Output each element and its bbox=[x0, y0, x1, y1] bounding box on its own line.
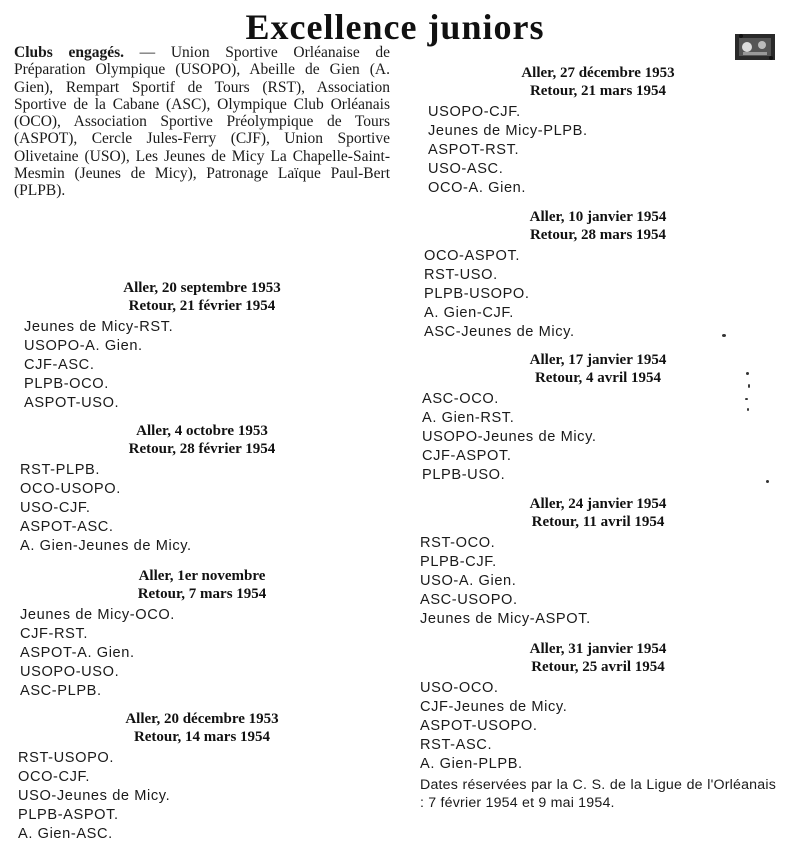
match-item: RST-ASC. bbox=[420, 737, 493, 753]
match-item: PLPB-USOPO. bbox=[424, 286, 530, 302]
match-item: USOPO-CJF. bbox=[428, 104, 521, 120]
match-item: RST-OCO. bbox=[420, 535, 496, 551]
scan-speck bbox=[722, 334, 726, 337]
round-aller-date: Aller, 24 janvier 1954 bbox=[529, 496, 667, 512]
round-retour-date: Retour, 4 avril 1954 bbox=[534, 370, 662, 386]
round-6 bbox=[420, 208, 776, 342]
match-item: USO-CJF. bbox=[20, 500, 91, 516]
scan-speck bbox=[746, 372, 749, 375]
match-item: Jeunes de Micy-ASPOT. bbox=[420, 611, 591, 627]
match-item: ASPOT-USO. bbox=[24, 395, 120, 411]
match-item: USO-OCO. bbox=[420, 680, 499, 696]
scan-speck bbox=[766, 480, 769, 483]
match-item: CJF-ASC. bbox=[24, 357, 95, 373]
match-item: Jeunes de Micy-PLPB. bbox=[428, 123, 588, 139]
match-item: Jeunes de Micy-OCO. bbox=[20, 607, 175, 623]
match-item: Jeunes de Micy-RST. bbox=[24, 319, 174, 335]
round-retour-date: Retour, 21 mars 1954 bbox=[529, 83, 667, 99]
round-aller-date: Aller, 27 décembre 1953 bbox=[521, 65, 675, 81]
match-item: A. Gien-PLPB. bbox=[420, 756, 523, 772]
round-retour-date: Retour, 14 mars 1954 bbox=[133, 729, 271, 745]
match-item: PLPB-OCO. bbox=[24, 376, 109, 392]
match-item: A. Gien-ASC. bbox=[18, 826, 113, 842]
match-item: RST-USOPO. bbox=[18, 750, 115, 766]
clubs-intro-text: — Union Sportive Orléanaise de Préparation Olympique (USOPO), Abeille de Gien (A. Gien), Rempart Sportif de Tours (RST), Association Sportive de la Cabane (ASC), Olympique Club Orléanais (OCO), Association Sportive Préolympique de Tours (ASPOT), Cercle Jules-Ferry (CJF), Union Sportive Olivetaine (USO), Les Jeunes de Micy La Chapelle-Saint-Mesmin (Jeunes de Micy), Patronage Laïque Paul-Bert (PLPB). bbox=[14, 44, 390, 200]
round-5 bbox=[420, 64, 776, 198]
match-item: ASC-OCO. bbox=[422, 391, 499, 407]
round-retour-date: Retour, 28 mars 1954 bbox=[529, 227, 667, 243]
match-item: OCO-A. Gien. bbox=[428, 180, 527, 196]
round-aller-date: Aller, 20 décembre 1953 bbox=[125, 711, 279, 727]
clubs-intro-paragraph bbox=[14, 44, 390, 200]
round-1 bbox=[14, 279, 390, 413]
match-item: RST-USO. bbox=[424, 267, 498, 283]
match-item: OCO-ASPOT. bbox=[424, 248, 521, 264]
reserved-dates-note: Dates réservées par la C. S. de la Ligue de l'Orléanais : 7 février 1954 et 9 mai 1954. bbox=[420, 777, 776, 811]
match-item: ASC-Jeunes de Micy. bbox=[424, 324, 575, 340]
round-9 bbox=[420, 640, 776, 774]
round-aller-date: Aller, 10 janvier 1954 bbox=[529, 209, 667, 225]
ornament-emblem-icon bbox=[733, 30, 777, 64]
match-item: USOPO-Jeunes de Micy. bbox=[422, 429, 597, 445]
match-item: CJF-Jeunes de Micy. bbox=[420, 699, 568, 715]
round-retour-date: Retour, 21 février 1954 bbox=[128, 298, 276, 314]
match-item: ASC-PLPB. bbox=[20, 683, 102, 699]
round-aller-date: Aller, 17 janvier 1954 bbox=[529, 352, 667, 368]
match-item: PLPB-CJF. bbox=[420, 554, 497, 570]
round-8 bbox=[420, 495, 776, 629]
match-item: OCO-CJF. bbox=[18, 769, 91, 785]
match-item: PLPB-USO. bbox=[422, 467, 506, 483]
round-aller-date: Aller, 4 octobre 1953 bbox=[136, 423, 268, 439]
match-item: USO-A. Gien. bbox=[420, 573, 517, 589]
match-item: ASPOT-ASC. bbox=[20, 519, 114, 535]
round-2 bbox=[14, 422, 390, 556]
match-item: USO-Jeunes de Micy. bbox=[18, 788, 171, 804]
match-item: A. Gien-CJF. bbox=[424, 305, 514, 321]
match-item: ASPOT-USOPO. bbox=[420, 718, 538, 734]
round-7 bbox=[420, 351, 776, 485]
scan-speck bbox=[745, 398, 748, 400]
round-retour-date: Retour, 28 février 1954 bbox=[128, 441, 276, 457]
match-item: RST-PLPB. bbox=[20, 462, 101, 478]
scan-speck bbox=[747, 408, 749, 411]
round-aller-date: Aller, 20 septembre 1953 bbox=[123, 280, 281, 296]
round-aller-date: Aller, 1er novembre bbox=[138, 568, 266, 584]
match-item: ASC-USOPO. bbox=[420, 592, 518, 608]
match-item: OCO-USOPO. bbox=[20, 481, 121, 497]
match-item: ASPOT-A. Gien. bbox=[20, 645, 135, 661]
match-item: A. Gien-RST. bbox=[422, 410, 515, 426]
match-item: ASPOT-RST. bbox=[428, 142, 520, 158]
match-item: CJF-ASPOT. bbox=[422, 448, 512, 464]
match-item: A. Gien-Jeunes de Micy. bbox=[20, 538, 192, 554]
match-item: USO-ASC. bbox=[428, 161, 504, 177]
match-item: CJF-RST. bbox=[20, 626, 89, 642]
round-aller-date: Aller, 31 janvier 1954 bbox=[529, 641, 667, 657]
match-item: USOPO-A. Gien. bbox=[24, 338, 143, 354]
match-item: USOPO-USO. bbox=[20, 664, 120, 680]
round-3 bbox=[14, 567, 390, 701]
round-retour-date: Retour, 25 avril 1954 bbox=[531, 659, 665, 675]
scan-speck bbox=[748, 384, 750, 388]
clubs-intro-lead: Clubs engagés. bbox=[14, 44, 124, 61]
page-title: Excellence juniors bbox=[245, 7, 545, 47]
match-item: PLPB-ASPOT. bbox=[18, 807, 119, 823]
round-retour-date: Retour, 11 avril 1954 bbox=[531, 514, 665, 530]
round-retour-date: Retour, 7 mars 1954 bbox=[137, 586, 267, 602]
round-4 bbox=[14, 710, 390, 844]
